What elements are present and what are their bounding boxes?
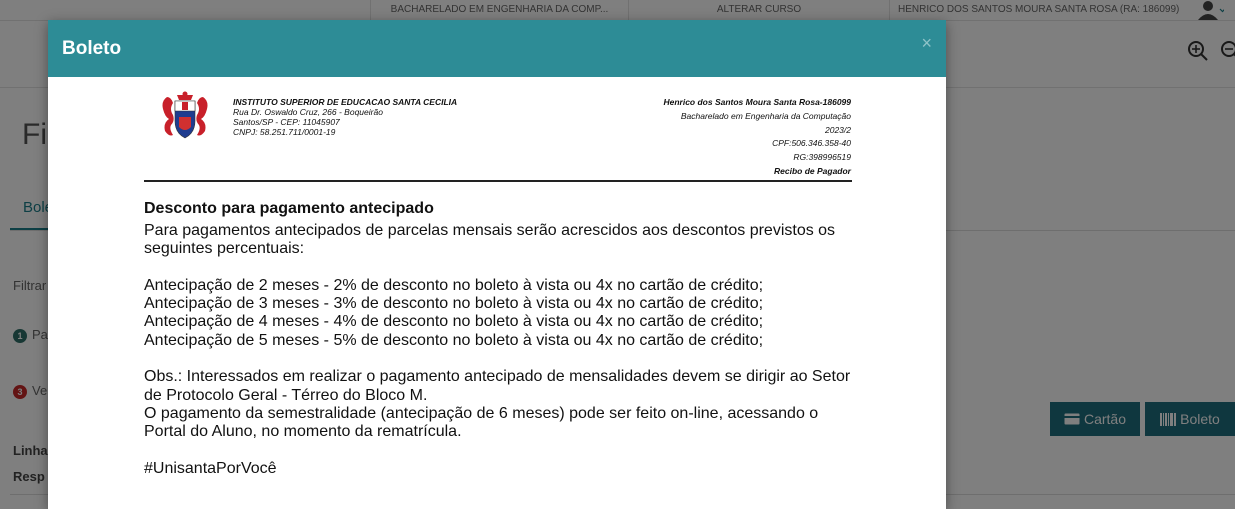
- institution-address: Rua Dr. Oswaldo Cruz, 266 - Boqueirão: [233, 107, 383, 117]
- discount-heading: Desconto para pagamento antecipado: [144, 200, 434, 217]
- payer-rg: RG:398996519: [793, 152, 851, 163]
- discount-intro: Para pagamentos antecipados de parcelas mensais serão acrescidos aos descontos previstos os seguintes percentuais:: [144, 222, 836, 258]
- payer-info: [663, 96, 851, 179]
- discount-content: [144, 200, 864, 478]
- discount-item: Antecipação de 2 meses - 2% de desconto no boleto à vista ou 4x no cartão de crédito;: [144, 276, 764, 294]
- receipt-label: Recibo de Pagador: [774, 165, 851, 176]
- hashtag-text: #UnisantaPorVocê: [144, 459, 277, 477]
- modal-body: [48, 77, 946, 509]
- institution-cnpj: CNPJ: 58.251.711/0001-19: [233, 127, 336, 137]
- discount-item: Antecipação de 5 meses - 5% de desconto no boleto à vista ou 4x no cartão de crédito;: [144, 331, 764, 349]
- payer-name: Henrico dos Santos Moura Santa Rosa-186099: [663, 97, 851, 107]
- payer-course: Bacharelado em Engenharia da Computação: [680, 110, 851, 121]
- obs-text: Obs.: Interessados em realizar o pagamento antecipado de mensalidades devem se dirigir ao Setor de Protocolo Geral - Térreo do Bloco M.: [144, 368, 851, 404]
- institution-city: Santos/SP - CEP: 11045907: [233, 117, 340, 127]
- institution-crest-icon: [159, 91, 211, 141]
- payer-period: 2023/2: [825, 124, 851, 135]
- semester-text: O pagamento da semestralidade (antecipação de 6 meses) pode ser feito on-line, acessando o Portal do Aluno, no momento da rematrícula.: [144, 404, 819, 441]
- discount-item: Antecipação de 4 meses - 4% de desconto no boleto à vista ou 4x no cartão de crédito;: [144, 313, 764, 331]
- close-icon[interactable]: ×: [921, 33, 932, 53]
- payer-cpf: CPF:506.346.358-40: [772, 138, 851, 149]
- boleto-modal: [48, 20, 946, 509]
- discount-item: Antecipação de 3 meses - 3% de desconto no boleto à vista ou 4x no cartão de crédito;: [144, 295, 764, 313]
- modal-header: [48, 20, 946, 77]
- header-rule: [144, 180, 852, 182]
- institution-name: INSTITUTO SUPERIOR DE EDUCACAO SANTA CECILIA: [233, 97, 458, 107]
- modal-title: Boleto: [62, 38, 122, 59]
- institution-info: [233, 97, 457, 137]
